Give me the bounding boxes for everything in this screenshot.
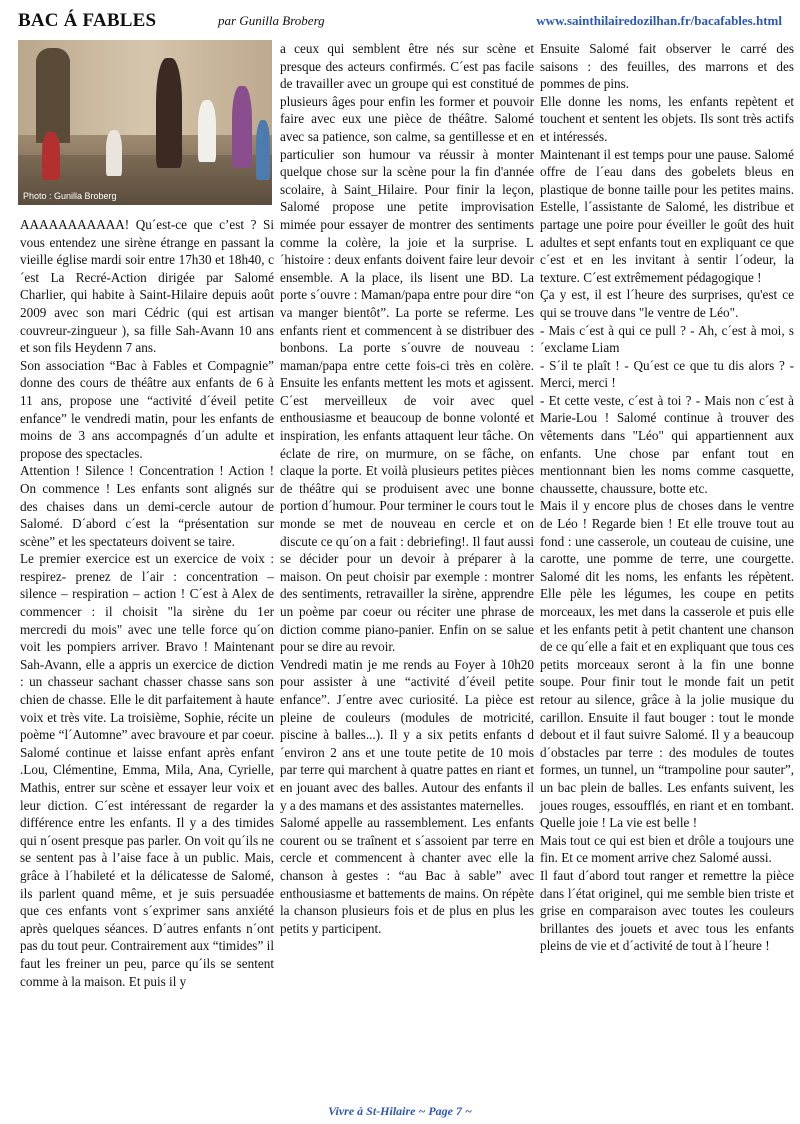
paragraph: a ceux qui semblent être nés sur scène et presque des acteurs confirmés. C´est pas facile de travailler avec un groupe qui est constitué de plusieurs âges pour enfin les former et pouvoir faire avec eux une pièce de théâtre. Salomé avec sa patience, son calme, sa gentillesse et en particulier son humour va réussir à monter quelque chose sur la scène pour la fin d'année scolaire, à Saint_Hilaire. Pour finir la leçon, Salomé propose une petite improvisation mimée pour essayer de montrer des sentiments comme la colère, la joie et la surprise. L´histoire : deux enfants doivent faire leur devoir ensemble. A la place, ils lisent une BD. La porte s´ouvre : Maman/papa entre pour dire “on va manger bientôt”. La porte se referme. Les enfants rient et commencent à se distribuer des bonbons. La porte s´ouvre de nouveau : maman/papa entre cette fois-ci très en colère. Ensuite les enfants mettent les mots et agissent. C´est merveilleux de voir avec quel enthousiasme et beaucoup de bonne volonté et inspiration, les enfants attaquent leur tâche. On éclate de rire, on murmure, on se fâche, on claque la porte. Et voilà plusieurs petites pièces de théâtre qui se produisent avec une bonne portion d´humour. Pour terminer le cours tout le monde se met de nouveau en cercle et on discute ce qu´on a fait : debriefing!. Il faut aussi se décider pour un devoir à préparer à la maison. On peut choisir par exemple : montrer des sentiments, retravailler la sirène, apprendre un poème par coeur ou réciter une phrase de diction comme piano-panier. Enfin on se salue pour se dire au revoir.	[280, 41, 534, 655]
article-title: BAC Á FABLES	[18, 10, 157, 31]
paragraph: Il faut d´abord tout ranger et remettre la pièce dans l´état originel, qui me semble bien triste et grise en comparaison avec toutes les couleurs brillantes des jouets et avec tous les enfants pleins de vie et d´activité de tout à l´heure !	[540, 867, 794, 954]
paragraph: Attention ! Silence ! Concentration ! Action ! On commence ! Les enfants sont alignés sur des chaises dans un demi-cercle autour de Salomé. D´abord c´est la “présentation sur scène” et les spectateurs doivent se taire.	[20, 463, 274, 549]
paragraph: Salomé appelle au rassemblement. Les enfants courent ou se traînent et s´assoient par terre en cercle et commencent à chanter avec elle la chanson à gestes : “au Bac à sable” avec enthousiasme et battements de mains. On répète la chanson plusieurs fois et de plus en plus les petits y participent.	[280, 815, 534, 936]
paragraph: Elle donne les noms, les enfants repètent et touchent et sentent les objets. Ils sont très actifs et intéressés.	[540, 93, 794, 144]
page-footer: Vivre à St-Hilaire ~ Page 7 ~	[328, 1104, 472, 1118]
photo-child-figure	[42, 132, 60, 180]
paragraph: Mais tout ce qui est bien et drôle a toujours une fin. Et ce moment arrive chez Salomé aussi.	[540, 832, 794, 866]
author-byline: par Gunilla Broberg	[218, 13, 325, 28]
paragraph: Son association “Bac à Fables et Compagnie” donne des cours de théâtre aux enfants de 6 à 11 ans, propose une “activité d´éveil petite enfance” le vendredi matin, pour les enfants de moins de 3 ans accompagnés d´un adulte et propose des spectacles.	[20, 357, 274, 461]
paragraph: Vendredi matin je me rends au Foyer à 10h20 pour assister à une “activité d´éveil petite enfance”. J´entre avec curiosité. La pièce est pleine de couleurs (modules de motricité, piscine à balles...). Il y a six petits enfants d´environ 2 ans et une toute petite de 10 mois par terre qui marchent à quatre pattes en riant et en jouant avec des balles. Autour des enfants il y a des mamans et des assistantes maternelles.	[280, 656, 534, 813]
page-header	[18, 10, 782, 36]
photo-child-figure	[106, 130, 122, 176]
article-photo	[18, 40, 272, 205]
photo-child-figure	[232, 86, 252, 168]
paragraph: Maintenant il est temps pour une pause. Salomé offre de l´eau dans des gobelets bleus en plastique de bonne taille pour les petites mains. Estelle, l´assistante de Salomé, les distribue et partage une poire pour éveiller le goût des huit adultes et sept enfants tout en expliquant ce que c´est et en les invitant à sentir l´odeur, la texture. C´est extrêmement pédagogique !	[540, 146, 794, 285]
photo-child-figure	[256, 120, 270, 180]
paragraph: Ensuite Salomé fait observer le carré des saisons : des feuilles, des marrons et des pommes de pins.	[540, 41, 794, 92]
paragraph: Le premier exercice est un exercice de voix : respirez- prenez de l´air : concentration – silence – respiration – action ! C´est à Alex de commencer : il choisit "la sirène du 1er mercredi du mois" avec une telle force qu´on voit les pompiers arriver. Bravo ! Maintenant Sah-Avann, elle a appris un exercice de diction : un chasseur sachant chasser chasse sans son chien de chasse. Elle le dit parfaitement à haute voix et très vite. La troisième, Sophie, récite un poème “l´Automne” avec bravoure et par coeur. Salomé continue et laisse enfant après enfant .Lou, Clémentine, Emma, Mila, Ana, Cyrielle, Mathis, entrer sur scène et essayer leur voix et leur diction. C´est intéressant de regarder la différence entre les enfants. Il y a des timides qui n´osent presque pas parler. On voit qu´ils ne se sentent pas à l’aise face à un public. Mais, grâce à l´habileté et la délicatesse de Salomé, ils parlent quand même, et je suis persuadée que ces enfants vont s´exprimer sans anxiété après quelques séances. D´autres enfants n´ont pas du tout peur. Contrairement aux “timides” il faut les freiner un peu, parce qu´ils se sentent comme à la maison. Et puis il y	[20, 551, 274, 989]
photo-adult-figure	[156, 58, 182, 168]
photo-caption: Photo : Gunilla Broberg	[23, 191, 117, 201]
paragraph: AAAAAAAAAAA! Qu´est-ce que c’est ? Si vous entendez une sirène étrange en passant la vieille église mardi soir entre 17h30 et 18h40, c´est La Recré-Action dirigée par Salomé Charlier, qui habite à Saint-Hilaire depuis août 2009 avec son mari Cédric (qui est artisan couvreur-zingueur ), sa fille Sah-Avann 10 ans et son fils Heydenn 7 ans.	[20, 217, 274, 356]
paragraph: - Et cette veste, c´est à toi ? - Mais non c´est à Marie-Lou ! Salomé continue à trouver des vêtements dans "Léo" qui appartiennent aux enfants. Une chose par enfant tout en mentionnant bien les noms comme casquette, chaussette, chaussure, botte etc.	[540, 392, 794, 496]
article-column-2	[280, 40, 534, 937]
paragraph: Ça y est, il est l´heure des surprises, qu'est ce qui se trouve dans "le ventre de Léo".	[540, 287, 794, 320]
photo-child-figure	[198, 100, 216, 162]
paragraph: Mais il y encore plus de choses dans le ventre de Léo ! Regarde bien ! Et elle trouve tout au fond : une casserole, un couteau de cuisine, une carotte, une pomme de terre, une courgette. Salomé dit les noms, les enfants les répètent. Elle pèle les légumes, les coupe en petits morceaux, les met dans la casserole et puis elle et les enfants petit à petit chantent une chanson de ce qu´elle a fait et en expliquant que tous ces petits morceaux seront à la fin une bonne soupe. Pour finir tout le monde fait un petit retour au silence, grâce à la jolie musique du carillon. Ensuite il faut bouger : tout le monde debout et il faut suivre Salomé. Il y a beaucoup d´obstacles par terre : des modules de toutes formes, un tunnel, un “trampoline pour sauter”, un bac plein de balles. Les enfants suivent, les joues rouges, essoufflés, en riant et en tombant. Quelle joie ! La vie est belle !	[540, 498, 794, 831]
paragraph: - Mais c´est à qui ce pull ? - Ah, c´est à moi, s´exclame Liam	[540, 322, 794, 356]
website-link[interactable]: www.sainthilairedozilhan.fr/bacafables.html	[536, 13, 782, 28]
photo-doorway	[36, 48, 70, 143]
article-column-1	[20, 216, 274, 990]
paragraph: - S´il te plaît ! - Qu´est ce que tu dis alors ? - Merci, merci !	[540, 357, 794, 391]
article-column-3	[540, 40, 794, 955]
